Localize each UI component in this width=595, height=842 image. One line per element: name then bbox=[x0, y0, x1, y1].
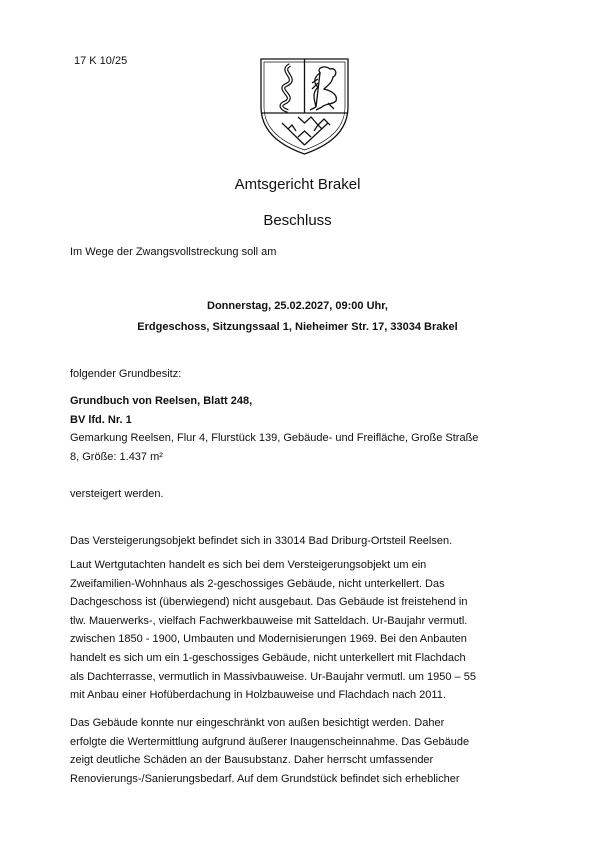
property-description bbox=[70, 392, 526, 466]
text-line: zwischen 1850 - 1900, Umbauten und Modernisierungen 1969. Bei den Anbauten bbox=[70, 633, 467, 646]
text-line: Zweifamilien-Wohnhaus als 2-geschossiges Gebäude, nicht unterkellert. Das bbox=[70, 577, 445, 590]
document-title: Beschluss bbox=[263, 212, 332, 229]
land-register-entry: Grundbuch von Reelsen, Blatt 248, bbox=[70, 395, 253, 407]
coat-of-arms-seal bbox=[258, 53, 351, 157]
paragraph-condition bbox=[70, 714, 526, 788]
intro-text: Im Wege der Zwangsvollstreckung soll am bbox=[70, 246, 277, 258]
case-reference: 17 K 10/25 bbox=[74, 55, 128, 67]
text-line: tlw. Mauerwerks-, vielfach Fachwerkbauweise mit Satteldach. Ur-Baujahr vermutl. bbox=[70, 614, 468, 627]
location-paragraph: Das Versteigerungsobjekt befindet sich in 33014 Bad Driburg-Ortsteil Reelsen. bbox=[70, 535, 453, 547]
text-line: Das Gebäude konnte nur eingeschränkt von außen besichtigt werden. Daher bbox=[70, 717, 445, 729]
text-line: zeigt deutliche Schäden an der Bausubstanz. Daher herrscht umfassender bbox=[70, 754, 434, 767]
text-line: Renovierungs-/Sanierungsbedarf. Auf dem Grundstück befindet sich erheblicher bbox=[70, 772, 460, 785]
court-name: Amtsgericht Brakel bbox=[234, 176, 361, 193]
text-line: mit Anbau einer Hofüberdachung in Holzbauweise und Flachdach nach 2011. bbox=[70, 689, 446, 702]
text-line: als Dachterrasse, vermutlich in Massivbauweise. Ur-Baujahr vermutl. um 1950 – 55 bbox=[70, 670, 476, 683]
text-line: erfolgte die Wertermittlung aufgrund äußerer Inaugenscheinnahme. Das Gebäude bbox=[70, 735, 470, 748]
text-line: handelt es sich um ein 1-geschossiges Gebäude, nicht unterkellert mit Flachdach bbox=[70, 651, 466, 664]
parcel-line-2: 8, Größe: 1.437 m² bbox=[70, 450, 163, 463]
auction-clause: versteigert werden. bbox=[70, 488, 164, 500]
auction-location: Erdgeschoss, Sitzungssaal 1, Nieheimer Str. 17, 33034 Brakel bbox=[137, 321, 458, 333]
text-line: Laut Wertgutachten handelt es sich bei dem Versteigerungsobjekt um ein bbox=[70, 559, 427, 571]
parcel-line-1: Gemarkung Reelsen, Flur 4, Flurstück 139, Gebäude- und Freifläche, Große Straße bbox=[70, 432, 479, 445]
bv-number: BV lfd. Nr. 1 bbox=[70, 413, 132, 426]
auction-date-block bbox=[0, 296, 595, 338]
text-line: Dachgeschoss ist (überwiegend) nicht ausgebaut. Das Gebäude ist freistehend in bbox=[70, 596, 468, 609]
auction-date: Donnerstag, 25.02.2027, 09:00 Uhr, bbox=[207, 300, 388, 312]
paragraph-description bbox=[70, 556, 526, 705]
property-intro: folgender Grundbesitz: bbox=[70, 368, 182, 380]
